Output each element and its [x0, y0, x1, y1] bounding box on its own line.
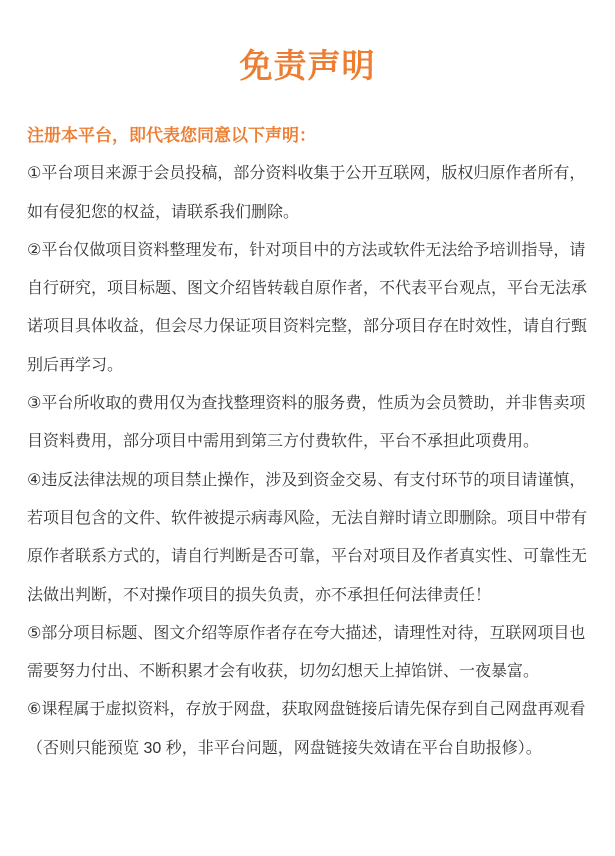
paragraph-line: ②平台仅做项目资料整理发布，针对项目中的方法或软件无法给予培训指导，请: [27, 241, 586, 259]
paragraph-line: ③平台所收取的费用仅为查找整理资料的服务费，性质为会员赞助，并非售卖项: [27, 395, 586, 413]
intro-statement: 注册本平台，即代表您同意以下声明：: [27, 126, 316, 145]
paragraph-1: [27, 155, 591, 232]
paragraph-line: 需要努力付出、不断积累才会有收获，切勿幻想天上掉馅饼、一夜暴富。: [27, 663, 540, 681]
paragraph-line: 别后再学习。: [27, 356, 124, 374]
paragraph-line: ⑤部分项目标题、图文介绍等原作者存在夸大描述，请理性对待，互联网项目也: [27, 624, 586, 642]
page-title: 免责声明: [239, 47, 376, 84]
disclaimer-content: [27, 117, 591, 768]
paragraph-line: 原作者联系方式的，请自行判断是否可靠，平台对项目及作者真实性、可靠性无: [27, 548, 588, 566]
paragraph-line: 法做出判断，不对操作项目的损失负责，亦不承担任何法律责任！: [27, 586, 492, 604]
paragraph-line: 如有侵犯您的权益，请联系我们删除。: [27, 203, 300, 221]
paragraph-line: ①平台项目来源于会员投稿，部分资料收集于公开互联网，版权归原作者所有，: [27, 165, 586, 183]
paragraph-line: ⑥课程属于虚拟资料，存放于网盘，获取网盘链接后请先保存到自己网盘再观看: [27, 701, 586, 719]
paragraph-line: 诺项目具体收益，但会尽力保证项目资料完整，部分项目存在时效性，请自行甄: [27, 318, 588, 336]
disclaimer-paragraphs: [27, 155, 591, 768]
paragraph-line: 自行研究，项目标题、图文介绍皆转载自原作者，不代表平台观点，平台无法承: [27, 280, 588, 298]
paragraph-3: [27, 385, 591, 462]
paragraph-line: ④违反法律法规的项目禁止操作，涉及到资金交易、有支付环节的项目请谨慎，: [27, 471, 586, 489]
paragraph-2: [27, 232, 591, 385]
paragraph-line: （否则只能预览 30 秒，非平台问题，网盘链接失效请在平台自助报修）。: [27, 739, 542, 757]
paragraph-6: [27, 691, 591, 768]
paragraph-line: 目资料费用，部分项目中需用到第三方付费软件，平台不承担此项费用。: [27, 433, 540, 451]
paragraph-5: [27, 615, 591, 692]
paragraph-line: 若项目包含的文件、软件被提示病毒风险，无法自辩时请立即删除。项目中带有: [27, 509, 588, 527]
paragraph-4: [27, 462, 591, 615]
